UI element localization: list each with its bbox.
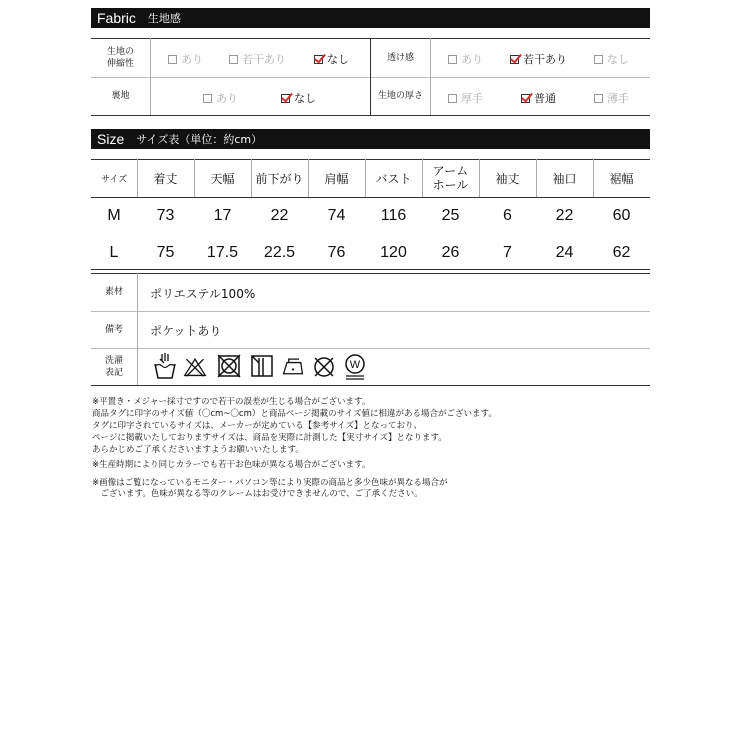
size-header-length: 着丈 [153, 171, 178, 186]
iron-low-icon [281, 352, 305, 380]
size-row-m-neck-width: 17 [213, 207, 232, 224]
svg-text:W: W [349, 359, 361, 371]
size-row-m-hem-width: 60 [612, 207, 631, 224]
size-row-l-bust: 120 [380, 244, 407, 261]
checkbox-checked-icon [510, 55, 519, 64]
size-row-l-neck-width: 17.5 [206, 244, 239, 261]
line-dry-shade-icon [250, 352, 274, 380]
size-row-m-size: M [107, 207, 121, 224]
size-row-m-cuff: 22 [555, 207, 574, 224]
stretch-option-3: なし [314, 51, 349, 67]
stretch-option-2: 若干あり [229, 51, 286, 67]
checkbox-checked-icon [314, 55, 323, 64]
size-row-l-cuff: 24 [555, 244, 574, 261]
size-row-m-front-drop: 22 [270, 207, 289, 224]
stretch-label: 生地の 伸縮性 [106, 46, 134, 69]
checkbox-icon [448, 55, 457, 64]
note-line-6: ※生産時期により同じカラーでも若干お色味が異なる場合がございます。 [92, 460, 371, 470]
checkbox-icon [203, 94, 212, 103]
size-row-l-length: 75 [156, 244, 175, 261]
material-value: ポリエステル100% [150, 287, 256, 301]
size-row-l-armhole: 26 [441, 244, 460, 261]
size-row-l-front-drop: 22.5 [263, 244, 296, 261]
transparency-option-2: 若干あり [510, 51, 567, 67]
transparency-label: 透け感 [386, 52, 414, 63]
transparency-option-3: なし [594, 51, 629, 67]
size-header-cuff: 袖口 [552, 171, 577, 186]
note-line-4: ページに掲載いたしておりますサイズは、商品を実際に計測した【実寸サイズ】となります。 [92, 433, 447, 443]
size-header-front-drop: 前下がり [255, 171, 304, 186]
checkbox-icon [448, 94, 457, 103]
size-title-en: Size [97, 131, 125, 147]
size-table-bottom-2 [91, 273, 650, 274]
checkbox-checked-icon [281, 94, 290, 103]
size-header-bust: バスト [375, 171, 412, 186]
material-divider [91, 311, 650, 312]
note-line-5: あらかじめご了承くださいますようお願いいたします。 [92, 445, 304, 455]
size-col-line [422, 159, 423, 197]
size-row-m-length: 73 [156, 207, 175, 224]
checkbox-icon [594, 94, 603, 103]
remarks-label: 備考 [104, 324, 123, 335]
size-row-l-hem-width: 62 [612, 244, 631, 261]
note-line-8: ございます。色味が異なる等のクレームはお受けできませんので、ご了承ください。 [92, 489, 423, 499]
size-row-m-shoulder: 74 [327, 207, 346, 224]
info-label-divider [137, 273, 138, 385]
size-header-armhole: アーム ホール [432, 164, 469, 192]
size-header-size: サイズ [100, 174, 128, 185]
size-title-jp: サイズ表（単位：約cm） [136, 133, 263, 146]
size-row-l-size: L [109, 244, 119, 261]
size-row-l-shoulder: 76 [327, 244, 346, 261]
checkbox-icon [229, 55, 238, 64]
fabric-title-jp: 生地感 [147, 12, 181, 25]
size-table-bottom [91, 269, 650, 270]
size-row-m-sleeve-length: 6 [503, 207, 512, 224]
lining-label: 裏地 [111, 91, 130, 101]
remarks-value: ポケットあり [150, 324, 222, 338]
no-tumble-dry-icon [217, 352, 241, 380]
size-row-l-sleeve-length: 7 [503, 244, 512, 261]
size-header-hem-width: 裾幅 [609, 171, 634, 186]
note-line-3: タグに印字されているサイズは、メーカーが定めている【参考サイズ】となっており、 [92, 421, 422, 431]
size-header-sleeve-length: 袖丈 [495, 171, 520, 186]
thickness-option-2: 普通 [521, 90, 556, 106]
thickness-option-3: 薄手 [594, 90, 629, 106]
no-bleach-icon [183, 352, 207, 380]
thickness-label: 生地の厚さ [377, 91, 423, 101]
fabric-divider-3 [430, 38, 431, 115]
remarks-divider [91, 348, 650, 349]
wet-clean-icon [343, 352, 367, 380]
size-header-neck-width: 天幅 [210, 171, 235, 186]
lining-option-1: あり [203, 90, 238, 106]
hand-wash-icon [153, 352, 177, 380]
size-table-header-bottom [91, 197, 650, 198]
material-label: 素材 [104, 287, 123, 297]
care-bottom [91, 385, 650, 386]
fabric-section-header [91, 8, 650, 28]
no-dry-clean-icon [312, 352, 336, 380]
size-header-shoulder: 肩幅 [324, 171, 349, 186]
size-section-header [91, 129, 650, 149]
checkbox-icon [168, 55, 177, 64]
thickness-option-1: 厚手 [448, 90, 483, 106]
care-label: 洗濯 表記 [104, 355, 123, 378]
note-line-1: ※平置き・メジャー採寸ですので若干の誤差が生じる場合がございます。 [92, 397, 371, 407]
size-row-m-armhole: 25 [441, 207, 460, 224]
lining-option-2: なし [281, 90, 316, 106]
transparency-option-1: あり [448, 51, 483, 67]
stretch-option-1: あり [168, 51, 203, 67]
note-line-2: 商品タグに印字のサイズ値（〇cm~〇cm）と商品ページ掲載のサイズ値に相違がある場合がございます。 [92, 409, 497, 419]
fabric-title-en: Fabric [97, 10, 136, 26]
fabric-divider-1 [150, 38, 151, 115]
checkbox-icon [594, 55, 603, 64]
fabric-table-bottom [91, 115, 650, 116]
note-line-7: ※画像はご覧になっているモニター・パソコン等により実際の商品と多少色味が異なる場合が [92, 478, 448, 488]
size-row-m-bust: 116 [380, 207, 407, 224]
checkbox-checked-icon [521, 94, 530, 103]
